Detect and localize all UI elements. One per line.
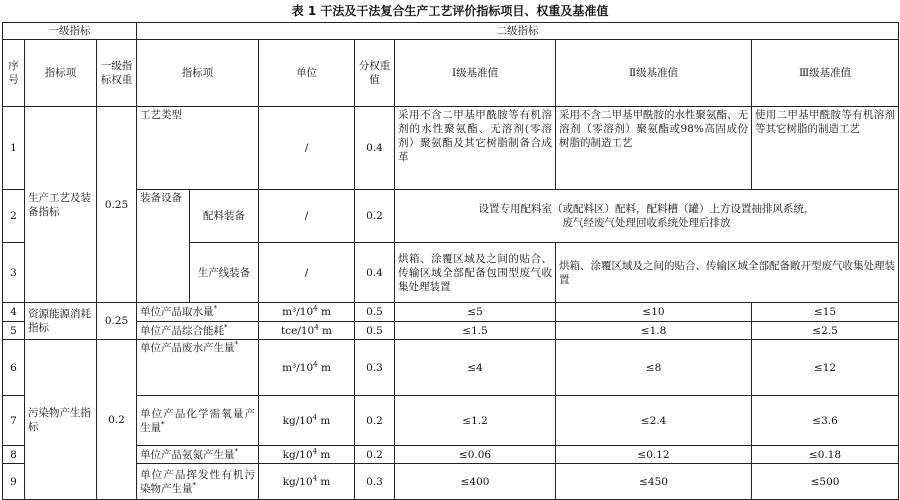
header-unit: 单位 — [259, 40, 355, 107]
header-row-2 — [3, 40, 899, 107]
row-category: 装备设备 — [137, 190, 190, 303]
row-grade1: ≤1.2 — [395, 396, 556, 446]
header-grade1: Ⅰ级基准值 — [395, 40, 556, 107]
row-grade3: 使用二甲基甲酰胺等有机溶剂等其它树脂的制造工艺 — [752, 107, 899, 190]
row-weight: 0.3 — [355, 340, 395, 396]
header-level2: 二级指标 — [137, 23, 899, 40]
row-unit: $kg/10^4$ m — [259, 464, 355, 500]
table-row — [3, 322, 899, 340]
table-row — [3, 340, 899, 396]
row-seq: 7 — [3, 396, 25, 446]
row-weight: 0.2 — [355, 190, 395, 243]
row-grade2: ≤8 — [556, 340, 752, 396]
table-row — [3, 107, 899, 190]
row-grade1: ≤4 — [395, 340, 556, 396]
header-weight1: 一级指标权重 — [97, 40, 137, 107]
group-name: 生产工艺及装备指标 — [25, 107, 97, 303]
row-unit: $kg/10^4$ m — [259, 396, 355, 446]
group-name: 污染物产生指标 — [25, 340, 97, 500]
row-weight: 0.3 — [355, 464, 395, 500]
group-weight: 0.2 — [97, 340, 137, 500]
row-grade1: 烘箱、涂覆区域及之间的贴合、传输区域全部配备包围型废气收集处理装置 — [395, 243, 556, 303]
row-weight: 0.2 — [355, 396, 395, 446]
row-item: 单位产品化学需氧量产生量* — [137, 396, 259, 446]
header-item2: 指标项 — [137, 40, 259, 107]
row-unit: $m^3/10^4$ m — [259, 340, 355, 396]
table-row — [3, 396, 899, 446]
header-grade3: Ⅲ级基准值 — [752, 40, 899, 107]
row-unit: / — [259, 107, 355, 190]
row-unit: / — [259, 243, 355, 303]
row-weight: 0.2 — [355, 446, 395, 464]
row-grade1: 采用不含二甲基甲酰胺等有机溶剂的水性聚氨酯、无溶剂(零溶剂）聚氨酯及其它树脂制备合成革 — [395, 107, 556, 190]
row-grade3: ≤500 — [752, 464, 899, 500]
row-grade2: ≤0.12 — [556, 446, 752, 464]
header-row-1 — [3, 23, 899, 40]
row-seq: 1 — [3, 107, 25, 190]
row-seq: 5 — [3, 322, 25, 340]
header-level1: 一级指标 — [3, 23, 137, 40]
row-grade1: ≤5 — [395, 303, 556, 322]
row-grade23: 烘箱、涂覆区域及之间的贴合、传输区域全部配备敞开型废气收集处理装置 — [556, 243, 899, 303]
group-weight: 0.25 — [97, 107, 137, 303]
row-weight: 0.5 — [355, 322, 395, 340]
row-unit: tce/$10^4$ m — [259, 322, 355, 340]
header-item: 指标项 — [25, 40, 97, 107]
row-grade3: ≤12 — [752, 340, 899, 396]
row-grade1: ≤0.06 — [395, 446, 556, 464]
row-grade3: ≤15 — [752, 303, 899, 322]
evaluation-table — [2, 22, 899, 500]
table-title: 表 1 干法及干法复合生产工艺评价指标项目、权重及基准值 — [291, 4, 609, 18]
row-weight: 0.5 — [355, 303, 395, 322]
row-grade3: ≤0.18 — [752, 446, 899, 464]
row-seq: 4 — [3, 303, 25, 322]
row-grade2: ≤1.8 — [556, 322, 752, 340]
row-grade2: ≤2.4 — [556, 396, 752, 446]
row-weight: 0.4 — [355, 107, 395, 190]
row-item: 单位产品综合能耗* — [137, 322, 259, 340]
row-grade2: 采用不含二甲基甲酰胺的水性聚氨酯、无溶剂（零溶剂）聚氨酯或98%高固成份树脂的制造工艺 — [556, 107, 752, 190]
row-grade2: ≤450 — [556, 464, 752, 500]
row-seq: 2 — [3, 190, 25, 243]
group-weight: 0.25 — [97, 303, 137, 340]
row-item: 单位产品废水产生量* — [137, 340, 259, 396]
row-weight: 0.4 — [355, 243, 395, 303]
row-item: 工艺类型 — [137, 107, 259, 190]
row-grade1: ≤400 — [395, 464, 556, 500]
row-unit: / — [259, 190, 355, 243]
row-seq: 6 — [3, 340, 25, 396]
header-weight2: 分权重值 — [355, 40, 395, 107]
row-grade1: ≤1.5 — [395, 322, 556, 340]
row-item: 单位产品取水量* — [137, 303, 259, 322]
row-grade-all — [395, 190, 899, 243]
row-grade-all-line2: 废气经废气处理回收系统处理后排放 — [562, 217, 731, 229]
row-item: 单位产品挥发性有机污染物产生量* — [137, 464, 259, 500]
row-unit: $m^3/10^4$ m — [259, 303, 355, 322]
group-name: 资源能源消耗指标 — [25, 303, 97, 340]
row-seq: 9 — [3, 464, 25, 500]
table-row — [3, 446, 899, 464]
row-item: 生产线装备 — [190, 243, 259, 303]
row-seq: 8 — [3, 446, 25, 464]
row-grade3: ≤3.6 — [752, 396, 899, 446]
row-grade-all-line1: 设置专用配料室（或配料区）配料，配料槽（罐）上方设置抽排风系统， — [478, 203, 815, 215]
row-item: 单位产品氨氮产生量* — [137, 446, 259, 464]
header-seq: 序号 — [3, 40, 25, 107]
row-grade2: ≤10 — [556, 303, 752, 322]
table-row — [3, 303, 899, 322]
table-row — [3, 464, 899, 500]
row-item: 配料装备 — [190, 190, 259, 243]
row-unit: $kg/10^4$ m — [259, 446, 355, 464]
table-row — [3, 190, 899, 243]
header-grade2: Ⅱ级基准值 — [556, 40, 752, 107]
row-grade3: ≤2.5 — [752, 322, 899, 340]
row-seq: 3 — [3, 243, 25, 303]
